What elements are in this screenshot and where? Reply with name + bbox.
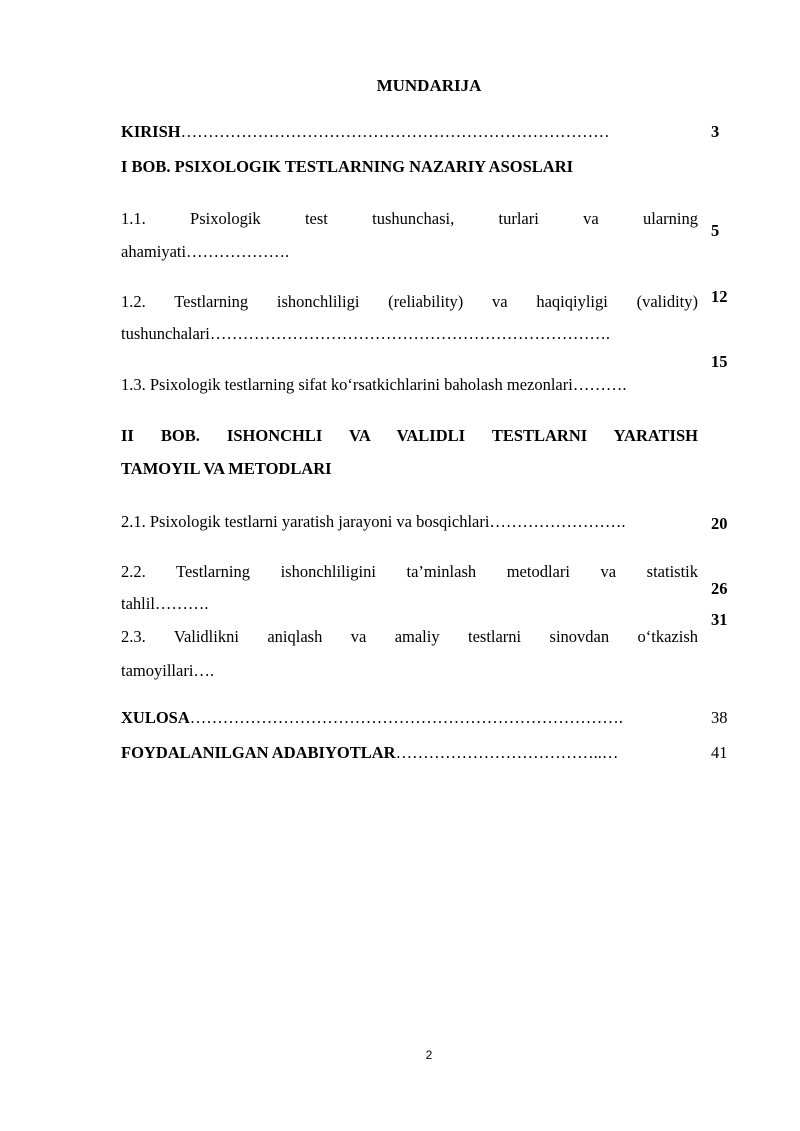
page-footer-number: 2 [425,1048,433,1062]
toc-entry-references[interactable] [121,743,618,763]
toc-entry-label: FOYDALANILGAN ADABIYOTLAR [121,743,396,762]
toc-leader-dots: ……………………………………………………………………. [189,708,623,727]
toc-entry-label: XULOSA [121,708,190,727]
toc-entry-2-3-line1[interactable]: 2.3. Validlikni aniqlash va amaliy testlarni sinovdan o‘tkazish [121,627,698,646]
toc-leader-dots: ………………………………..… [395,743,619,762]
toc-entry-2-2-line2[interactable]: tahlil………. [121,594,209,613]
toc-entry-1-3[interactable]: 1.3. Psixologik testlarning sifat ko‘rsatkichlarini baholash mezonlari………. [121,375,627,394]
toc-page-number: 26 [711,579,728,598]
toc-entry-2-3-line2[interactable]: tamoyillari…. [121,661,215,680]
toc-page-number: 12 [711,287,728,306]
toc-entry-1-2-line1[interactable]: 1.2. Testlarning ishonchliligi (reliability) va haqiqiyligi (validity) [121,292,698,311]
toc-page-number: 38 [711,708,728,727]
toc-chapter-1-heading[interactable]: I BOB. PSIXOLOGIK TESTLARNING NAZARIY ASOSLARI [121,157,574,176]
toc-entry-2-1[interactable]: 2.1. Psixologik testlarni yaratish jarayoni va bosqichlari……………………. [121,512,626,531]
toc-title: MUNDARIJA [376,76,482,95]
toc-page-number: 31 [711,610,728,629]
toc-entry-label: KIRISH [121,122,181,141]
toc-entry-1-1-line2[interactable]: ahamiyati………………. [121,242,290,261]
toc-page-number: 41 [711,743,728,762]
toc-page-number: 5 [711,221,720,240]
toc-chapter-2-heading-line2[interactable]: TAMOYIL VA METODLARI [121,459,332,478]
toc-page-number: 3 [711,122,720,141]
toc-page-number: 15 [711,352,728,371]
toc-entry-kirish[interactable] [121,122,610,142]
toc-entry-1-1-line1[interactable]: 1.1. Psixologik test tushunchasi, turlari va ularning [121,209,698,228]
toc-entry-2-2-line1[interactable]: 2.2. Testlarning ishonchliligini ta’minlash metodlari va statistik [121,562,698,581]
toc-chapter-2-heading-line1[interactable]: II BOB. ISHONCHLI VA VALIDLI TESTLARNI YARATISH [121,426,698,445]
toc-leader-dots: …………………………………………………………………… [180,122,610,141]
toc-entry-1-2-line2[interactable]: tushunchalari………………………………………………………………. [121,324,611,343]
toc-entry-xulosa[interactable] [121,708,623,728]
toc-page-number: 20 [711,514,728,533]
